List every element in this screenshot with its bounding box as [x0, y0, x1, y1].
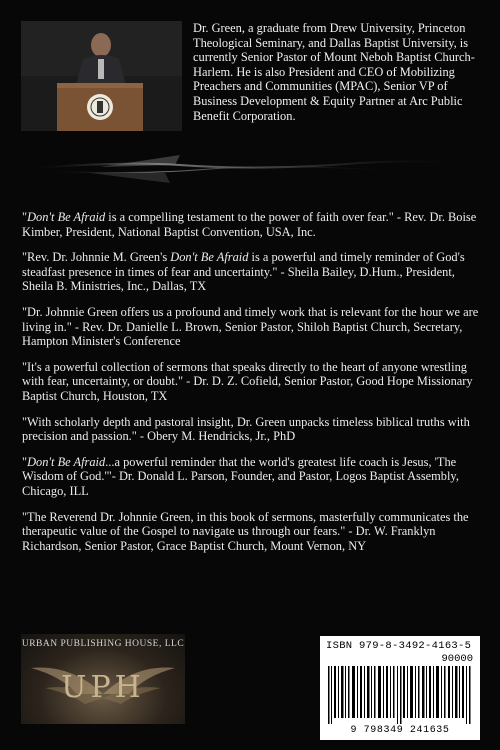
endorsement-list	[22, 210, 482, 564]
isbn-barcode	[320, 636, 480, 740]
endorsement-quote: "The Reverend Dr. Johnnie Green, in this book of sermons, masterfully communicates the therapeutic value of the Gospel to navigate us through our fears." - Dr. W. Franklyn Richardson, Senior Pastor, Grace Baptist Church, Mount Vernon, NY	[22, 509, 469, 553]
barcode-bars	[326, 666, 474, 724]
barcode-number: 9 798349 241635	[350, 725, 450, 736]
decorative-streak	[0, 135, 500, 205]
publisher-name: URBAN PUBLISHING HOUSE, LLC	[21, 639, 185, 649]
author-bio: Dr. Green, a graduate from Drew University, Princeton Theological Seminary, and Dallas Baptist University, is currently Senior Pastor of Mount Neboh Baptist Church-Harlem. He is also President and CEO of Mobilizing Preachers and Communities (MPAC), Senior VP of Business Development & Equity Partner at Arc Public Benefit Corporation.	[193, 21, 475, 123]
endorsement-quote: "It's a powerful collection of sermons that speaks directly to the heart of anyone wrestling with fear, uncertainty, or doubt." - Dr. D. Z. Cofield, Senior Pastor, Good Hope Missionary Baptist Church, Houston, TX	[22, 359, 473, 403]
endorsement-quote: "With scholarly depth and pastoral insight, Dr. Green unpacks timeless biblical truths with precision and passion." - Obery M. Hendricks, Jr., PhD	[22, 414, 470, 444]
isbn-label: ISBN 979-8-3492-4163-5	[326, 640, 472, 652]
publisher-monogram: UPH	[61, 670, 145, 705]
price-code: 90000	[441, 653, 473, 665]
author-photo	[21, 21, 182, 131]
endorsement-quote: "Don't Be Afraid...a powerful reminder that the world's greatest life coach is Jesus, 'The Wisdom of God.'"- Dr. Donald L. Parson, Founder, and Pastor, Logos Baptist Assembly, Chicago, ILL	[22, 454, 459, 498]
endorsement-quote: "Don't Be Afraid is a compelling testament to the power of faith over fear." - Rev. Dr. Boise Kimber, President, National Baptist Convention, USA, Inc.	[22, 210, 477, 239]
endorsement-quote: "Rev. Dr. Johnnie M. Green's Don't Be Afraid is a powerful and timely reminder of God's steadfast presence in times of fear and uncertainty." - Sheila Bailey, D.Hum., President, Sheila B. Ministries, Inc., Dallas, TX	[22, 250, 465, 294]
publisher-logo	[21, 634, 185, 724]
endorsement-quote: "Dr. Johnnie Green offers us a profound and timely work that is relevant for the hour we are living in." - Rev. Dr. Danielle L. Brown, Senior Pastor, Shiloh Baptist Church, Secretary, Hampton Minister's Conference	[22, 304, 479, 349]
